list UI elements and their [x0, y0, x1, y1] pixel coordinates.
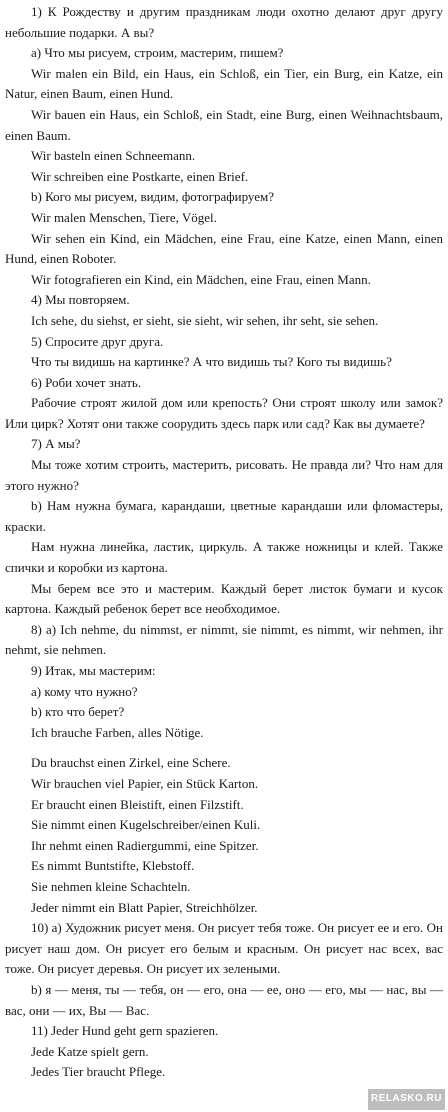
- paragraph: Рабочие строят жилой дом или крепость? Они строят школу или замок? Или цирк? Хотят они также соорудить здесь парк или сад? Как вы думаете?: [5, 395, 443, 431]
- paragraph: Wir malen Menschen, Tiere, Vögel.: [31, 209, 217, 225]
- paragraph: Мы тоже хотим строить, мастерить, рисовать. Не правда ли? Что нам для этого нужно?: [5, 457, 443, 493]
- paragraph: 7) А мы?: [31, 436, 81, 452]
- paragraph: Es nimmt Buntstifte, Klebstoff.: [31, 858, 195, 874]
- paragraph: 1) К Рождеству и другим праздникам люди охотно делают друг другу небольшие подарки. А вы?: [5, 4, 443, 40]
- paragraph: Er braucht einen Bleistift, einen Filzstift.: [31, 796, 244, 812]
- paragraph: Ich sehe, du siehst, er sieht, sie sieht, wir sehen, ihr seht, sie sehen.: [31, 312, 379, 328]
- paragraph: Wir bauen ein Haus, ein Schloß, ein Stadt, eine Burg, einen Weihnachtsbaum, einen Baum.: [5, 106, 443, 143]
- paragraph: Jedes Tier braucht Pflege.: [31, 1064, 166, 1080]
- paragraph: 9) Итак, мы мастерим:: [31, 663, 156, 678]
- paragraph-gap: [5, 743, 443, 753]
- paragraph: Sie nehmen kleine Schachteln.: [31, 878, 191, 894]
- paragraph: b) Нам нужна бумага, карандаши, цветные карандаши или фломастеры, краски.: [5, 498, 443, 534]
- paragraph: Нам нужна линейка, ластик, циркуль. А также ножницы и клей. Также спички и коробки из картона.: [5, 539, 443, 576]
- paragraph: а) кому что нужно?: [31, 683, 138, 699]
- paragraph: 11) Jeder Hund geht gern spazieren.: [31, 1023, 219, 1039]
- paragraph: Ihr nehmt einen Radiergummi, eine Spitzer.: [31, 837, 259, 853]
- paragraph: Wir malen ein Bild, ein Haus, ein Schloß, ein Tier, ein Burg, ein Katze, ein Natur, einen Baum, einen Hund.: [5, 65, 443, 102]
- paragraph: Du brauchst einen Zirkel, eine Schere.: [31, 755, 231, 771]
- paragraph: b) кто что берет?: [31, 704, 125, 720]
- paragraph: а) Что мы рисуем, строим, мастерим, пишем?: [31, 45, 284, 61]
- document-text: [5, 2, 443, 1083]
- paragraph: 10) а) Художник рисует меня. Он рисует тебя тоже. Он рисует ее и его. Он рисует наш дом. Он рисует его белым и красным. Он рисует нас всех, вас тоже. Он рисует деревья. Он рисует их зелеными.: [5, 920, 443, 977]
- paragraph: 8) а) Ich nehme, du nimmst, er nimmt, sie nimmt, es nimmt, wir nehmen, ihr nehmt, sie nehmen.: [5, 621, 443, 658]
- paragraph: Wir fotografieren ein Kind, ein Mädchen, eine Frau, einen Mann.: [31, 271, 371, 287]
- watermark: RELASKO.RU: [368, 1089, 445, 1110]
- paragraph: 6) Роби хочет знать.: [31, 374, 142, 390]
- paragraph: Jeder nimmt ein Blatt Papier, Streichhölzer.: [31, 899, 258, 915]
- paragraph: b) я — меня, ты — тебя, он — его, она — ее, оно — его, мы — нас, вы — вас, они — их, Вы — Вас.: [5, 981, 443, 1018]
- paragraph: 5) Спросите друг друга.: [31, 333, 164, 349]
- paragraph: Что ты видишь на картинке? А что видишь ты? Кого ты видишь?: [31, 354, 392, 370]
- paragraph: Ich brauche Farben, alles Nötige.: [31, 724, 204, 740]
- paragraph: Wir basteln einen Schneemann.: [31, 148, 196, 164]
- paragraph: Wir brauchen viel Papier, ein Stück Karton.: [31, 775, 259, 791]
- paragraph: 4) Мы повторяем.: [31, 292, 130, 308]
- paragraph: Jede Katze spielt gern.: [31, 1043, 149, 1059]
- paragraph: Wir sehen ein Kind, ein Mädchen, eine Frau, eine Katze, einen Mann, einen Hund, einen Roboter.: [5, 230, 443, 267]
- paragraph: b) Кого мы рисуем, видим, фотографируем?: [31, 189, 275, 205]
- paragraph: Мы берем все это и мастерим. Каждый берет листок бумаги и кусок картона. Каждый ребенок берет все необходимое.: [5, 580, 443, 617]
- paragraph: Sie nimmt einen Kugelschreiber/einen Kuli.: [31, 817, 261, 833]
- paragraph: Wir schreiben eine Postkarte, einen Brief.: [31, 168, 249, 184]
